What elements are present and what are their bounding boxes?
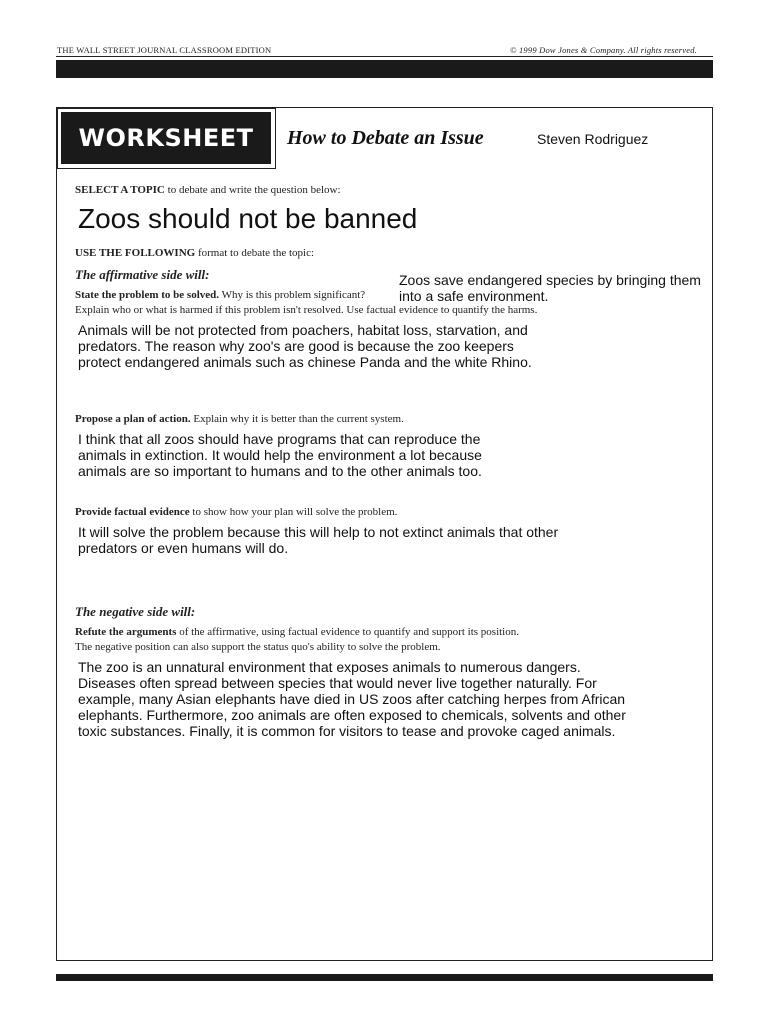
worksheet-badge: WORKSHEET [61,112,271,164]
refute-label-rest: of the affirmative, using factual evidence to quantify and support its position. [176,626,519,638]
evidence-label [75,506,397,518]
topic-answer: Zoos should not be banned [78,203,418,234]
evidence-label-rest: to show how your plan will solve the problem. [189,506,398,518]
format-label-bold: USE THE FOLLOWING [75,247,196,259]
footer-bar [56,974,713,981]
copyright-notice: © 1999 Dow Jones & Company. All rights reserved. [510,45,697,55]
evidence-answer: It will solve the problem because this will help to not extinct animals that other predators or even humans will do. [78,524,559,556]
refute-label-line2: The negative position can also support the status quo's ability to solve the problem. [75,641,441,653]
topic-label [75,184,341,196]
topic-label-bold: SELECT A TOPIC [75,184,165,196]
problem-label [75,289,365,301]
problem-label-bold: State the problem to be solved. [75,289,220,301]
problem-label-line2: Explain who or what is harmed if this problem isn't resolved. Use factual evidence to quantify the harms. [75,304,538,316]
header-bar [56,60,713,78]
plan-label-rest: Explain why it is better than the current system. [190,413,404,425]
affirmative-heading: The affirmative side will: [75,267,210,282]
refute-label [75,626,519,638]
affirmative-side-answer: Zoos save endangered species by bringing them into a safe environment. [399,272,701,304]
worksheet-title: How to Debate an Issue [287,127,484,149]
problem-answer: Animals will be not protected from poachers, habitat loss, starvation, and predators. The reason why zoo's are good is because the zoo keepers protect endangered animals such as chinese Panda and the white Rhino. [78,322,532,370]
plan-label-bold: Propose a plan of action. [75,413,191,425]
problem-label-rest: Why is this problem significant? [219,289,366,301]
plan-answer: I think that all zoos should have programs that can reproduce the animals in extinction. It would help the environment a lot because animals are so important to humans and to the other animals too. [78,431,482,479]
refute-label-bold: Refute the arguments [75,626,177,638]
refute-answer: The zoo is an unnatural environment that exposes animals to numerous dangers. Diseases often spread between species that would never live together naturally. For example, many Asian elephants have died in US zoos after catching herpes from African elephants. Furthermore, zoo animals are often exposed to chemicals, solvents and other toxic substances. Finally, it is common for visitors to tease and provoke caged animals. [78,659,626,739]
publication-name: THE WALL STREET JOURNAL CLASSROOM EDITION [57,45,272,55]
student-name: Steven Rodriguez [537,131,649,147]
header-rule [56,56,713,57]
topic-label-rest: to debate and write the question below: [164,184,341,196]
format-label-rest: format to debate the topic: [195,247,315,259]
plan-label [75,413,404,425]
format-label [75,247,314,259]
negative-heading: The negative side will: [75,604,196,619]
evidence-label-bold: Provide factual evidence [75,506,190,518]
